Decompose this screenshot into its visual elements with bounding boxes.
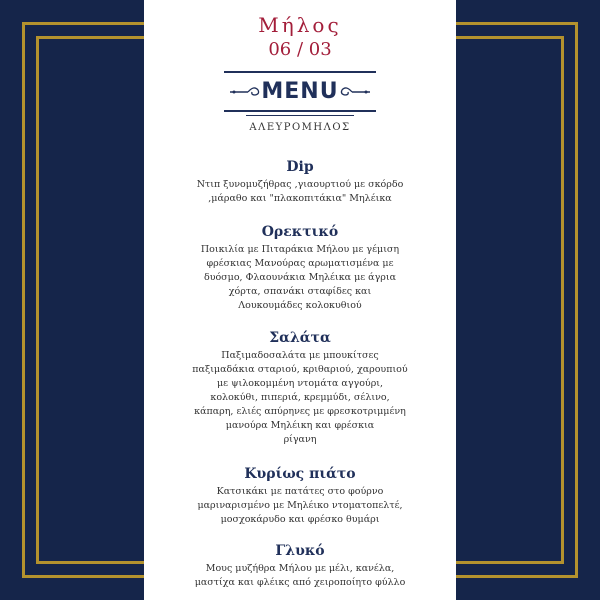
section-title: Dip	[286, 159, 314, 175]
divider-bottom	[224, 110, 376, 112]
divider-top	[224, 71, 376, 73]
divider-bottom-thin	[246, 115, 354, 116]
section-dip	[150, 158, 450, 206]
section-title: Σαλάτα	[269, 330, 331, 346]
flourish-right-icon	[338, 84, 372, 100]
section-appetizer	[150, 223, 450, 313]
section-dessert	[150, 542, 450, 590]
section-description: Κατσικάκι με πατάτες στο φούρνο μαριναρισμένο με Μηλέικο ντοματοπελτέ, μοσχοκάρυδο και φρέσκο θυμάρι	[197, 486, 403, 525]
section-title: Ορεκτικό	[261, 224, 339, 240]
section-description: Μους μυζήθρα Μήλου με μέλι, κανέλα, μαστίχα και φλέικς από χειροποίητο φύλλο	[194, 563, 406, 588]
section-title: Κυρίως πιάτο	[244, 466, 356, 482]
menu-card	[144, 0, 456, 600]
section-description: Ντιπ ξυνομυζήθρας ,γιαουρτιού με σκόρδο ,μάραθο και "πλακοπιτάκια" Μηλέικα	[196, 179, 404, 204]
menu-heading: MENU	[261, 79, 339, 104]
section-description: Παξιμαδοσαλάτα με μπουκίτσες παξιμαδάκια σταριού, κριθαριού, χαρουπιού με ψιλοκομμένη ντομάτα αγγούρι, κολοκύθι, πιπεριά, κρεμμύδι, σέλινο, κάπαρη, ελιές απύρηνες με φρεσκοτριμμένη μανούρα Μηλέικη και φρέσκια ρίγανη	[192, 350, 408, 445]
menu-subtitle: ΑΛΕΥΡΟΜΗΛΟΣ	[249, 122, 351, 133]
section-main-course	[150, 465, 450, 527]
island-title: Μήλος	[258, 13, 342, 37]
event-date: 06 / 03	[268, 39, 332, 60]
section-title: Γλυκό	[275, 543, 325, 559]
section-description: Ποικιλία με Πιταράκια Μήλου με γέμιση φρέσκιας Μανούρας αρωματισμένα με δυόσμο, Φλαουνάκια Μηλέικα με άγρια χόρτα, σπανάκι σταφίδες και Λουκουμάδες κολοκυθιού	[200, 244, 400, 311]
section-salad	[150, 329, 450, 447]
